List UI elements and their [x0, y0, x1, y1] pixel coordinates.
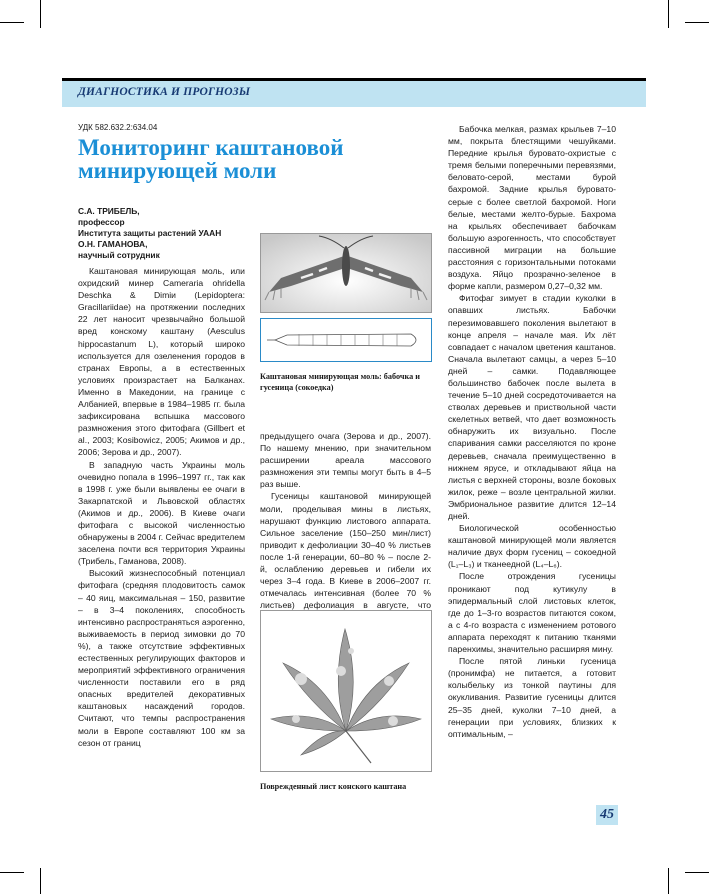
page-number: 45 [596, 805, 618, 825]
crop-mark [685, 22, 709, 23]
paragraph: Бабочка мелкая, размах крыльев 7–10 мм, покрыта блестящими чешуйками. Передние крылья буровато-охристые с тремя белыми поперечными перевязями, беловато-серой, местами бурой бахромой. Задние крылья буровато-серые с более светлой бахромой. Ноги белые, местами желто-бурые. Бахрома на крыльях обеспечивает бабочкам большую аэрогенность, что способствует пассивной миграции на большие расстояния с горизонтальными потоками воздуха. Яйцо прозрачно-зеленое в форме капли, размером 0,27–0,32 мм. [448, 124, 616, 292]
paragraph: Каштановая минирующая моль, или охридский минер Cameraria ohridella Deschka & Dimiи (Lepidoptera: Gracillariidae) на протяжении последних 22 лет наносит чрезвычайно большой вред конскому каштану (Aesculus hippocastanum L), который широко используется для озеленения городов в странах Европы, а в естественных условиях произрастает на Балканах. Именно в Македонии, на границе с Албанией, впервые в 1984–1985 гг. была зафиксирована вспышка массового размножения этого фитофага (Gillbert et al., 2003; Kosibowicz, 2005; Акимов и др., 2006; Зерова и др., 2007). [78, 266, 245, 458]
leaf-photo [260, 610, 432, 772]
section-header [62, 78, 646, 107]
crop-mark [40, 868, 41, 894]
larva-photo [260, 318, 432, 362]
authors-block [78, 206, 278, 261]
author-line: научный сотрудник [78, 250, 160, 260]
crop-mark [668, 868, 669, 894]
paragraph: После пятой линьки гусеница (пронимфа) не питается, а готовит колыбельку из тонкой паутины для окукливания. Развитие гусеницы длится 25–35 дней, куколки 7–10 дней, а генерации при условиях, близких к оптимальным, – [448, 656, 616, 739]
crop-mark [40, 0, 41, 28]
crop-mark [685, 872, 709, 873]
larva-illustration [261, 319, 431, 361]
author-line: Института защиты растений УААН [78, 228, 222, 238]
crop-mark [0, 872, 24, 873]
paragraph: После отрождения гусеницы проникают под кутикулу в эпидермальный слой листовых клеток, где до 1–3-го возрастов питаются соком, а с 4-го возраста с изменением ротового аппарата переходят к питанию тканями паренхимы, значительно расширяя мину. [448, 571, 616, 655]
article-column-right [448, 123, 616, 740]
chestnut-leaf-illustration [261, 611, 431, 771]
title-line: Мониторинг каштановой [78, 135, 344, 160]
paragraph: предыдущего очага (Зерова и др., 2007). По нашему мнению, при значительном расширении ареала массового размножения эти темпы могут быть в 4–5 раз выше. [260, 431, 431, 490]
paragraph: В западную часть Украины моль очевидно попала в 1996–1997 гг., так как в 1998 г. уже были выявлены ее очаги в Закарпатской и Львовской областях (Акимов и др., 2006). В Киеве очаги фитофага с высокой численностью обнаружены в 2004 г. Сейчас вредителем заселена почти вся территория Украины (Трибель, Гаманова, 2008). [78, 459, 245, 567]
article-column-middle [260, 430, 431, 636]
crop-mark [0, 22, 24, 23]
author-line: О.Н. ГАМАНОВА, [78, 239, 148, 249]
paragraph: Высокий жизнеспособный потенциал фитофага (средняя плодовитость самок – 40 яиц, максимальная – 150, развитие – в 3–4 поколениях, способность интенсивно распространяться аэрогенно, выживаемость в период зимовки до 70 %), а также отсутствие эффективных естественных регулирующих факторов и мероприятий эффективного ограничения численности поставили его в ряд опасных вредителей декоративных каштановых насаждений городов. Считают, что темпы распространения моли в Европе составляют 100 км за сезон от границ [78, 568, 245, 748]
article-title [78, 136, 398, 182]
moth-illustration [261, 234, 431, 312]
udc-code: УДК 582.632.2:634.04 [78, 123, 158, 132]
paragraph: Фитофаг зимует в стадии куколки в опавших листьях. Бабочки перезимовавшего поколения вылетают в конце апреля – начале мая. Их лёт совпадает с началом цветения каштанов. Сначала вылетают самцы, а через 5–10 дней – самки. Подавляющее большинство бабочек после вылета в течение 5–10 дней сосредоточивается на стволах деревьев и приствольной части скелетных ветвей, что дает возможность обнаружить их визуально. После спаривания самки расселяются по кроне деревьев, сначала преимущественно в нижнем ярусе, и откладывают яйца на листья с верхней стороны, возле боковых жилок, реже – возле центральной жилки. Эмбриональное развитие длится 12–14 дней. [448, 293, 616, 521]
moth-photo [260, 233, 432, 313]
author-line: профессор [78, 217, 125, 227]
moth-figure-caption: Каштановая минирующая моль: бабочка и гусеница (сокоедка) [260, 372, 420, 392]
title-line: минирующей моли [78, 158, 277, 183]
paragraph: Биологической особенностью каштановой минирующей моли является наличие двух форм гусениц – сокоедной (L₁–L₃) и тканеедной (L₄–L₆). [448, 523, 616, 570]
article-column-left [78, 265, 245, 749]
author-line: С.А. ТРИБЕЛЬ, [78, 206, 140, 216]
leaf-figure-caption: Поврежденный лист конского каштана [260, 782, 407, 791]
paragraph: Гусеницы каштановой минирующей моли, проделывая мины в листьях, нарушают функцию листового аппарата. Сильное заселение (150–250 мин/лист) приводит к дефолиации 30–40 % листьев после 1-й генерации, 60–80 % – после 2-й, ослаблению деревьев и гибели их через 3–4 года. В Киеве в 2006–2007 гг. отмечалась интенсивная (более 70 % листьев) дефолиация в августе, что [260, 491, 431, 611]
section-header-label: ДИАГНОСТИКА И ПРОГНОЗЫ [78, 86, 251, 98]
crop-mark [668, 0, 669, 28]
